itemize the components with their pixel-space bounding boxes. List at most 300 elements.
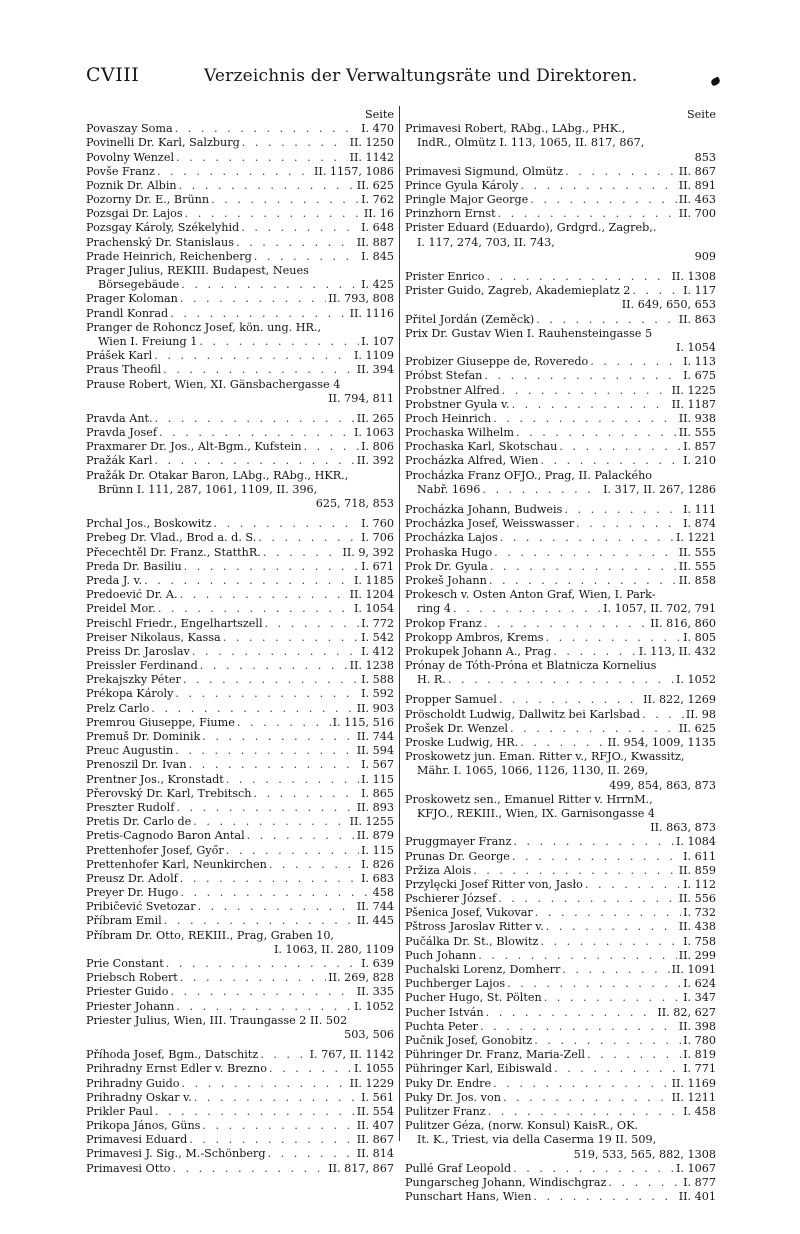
entry-name: Pozsgai Dr. Lajos [86,207,183,221]
entry-page-ref: II. 887 [356,235,394,249]
entry-page-ref: I. 347 [683,991,716,1005]
entry-name: Prochaska Wilhelm [405,426,514,440]
seite-label: Seite [365,108,394,121]
entry-page-ref: II. 555 [678,545,716,559]
entry-line [405,469,716,483]
leader-dots [180,971,326,985]
entry-page-ref: II. 1169 [671,1076,716,1090]
entry-name: Procházka Josef, Weisswasser [405,517,575,531]
leader-dots [516,426,677,440]
entry-name: Pravda Ant. [86,411,153,425]
index-entry [86,1148,394,1162]
entry-page-ref: II. 867 [356,1133,394,1147]
entry-line [405,935,716,949]
entry-page-ref: I. 624 [683,977,716,991]
page-header [86,64,726,94]
entry-line [86,815,394,829]
entry-name: Preidel Mor. [86,602,156,616]
leader-dots [237,716,331,730]
entry-page-ref: I. 412 [361,644,394,658]
entry-page-ref: II. 16 [363,207,394,221]
entry-page-ref: I. 317, II. 267, 1286 [603,482,716,496]
entry-line [86,1133,394,1147]
entry-page-ref: II. 1308 [671,270,716,284]
index-entry [86,236,394,250]
leader-dots [226,844,359,858]
leader-dots [520,736,605,750]
index-entry [405,207,716,221]
index-entry [405,469,716,497]
entry-line [405,631,716,645]
index-entry [405,722,716,736]
entry-line [405,455,716,469]
entry-page-ref: I. 1221 [675,531,716,545]
entry-page-ref: I. 1054 [675,341,716,354]
index-entry [405,694,716,708]
entry-name: Pühringer Dr. Franz, Maria-Zell [405,1048,585,1062]
leader-dots [513,1162,674,1176]
entry-continuation-text: Mähr. I. 1065, 1066, 1126, 1130, II. 269, [417,764,649,778]
entry-page-ref: I. 767, II. 1142 [309,1048,394,1062]
entry-line [86,588,394,602]
entry-line [405,270,716,284]
entry-line [86,985,394,999]
entry-line [405,1034,716,1048]
entry-page-ref: II. 744 [356,900,394,914]
entry-page-ref: I. 762 [361,193,394,207]
entry-line [86,426,394,440]
entry-page-ref: II. 98 [685,707,716,721]
leader-dots [487,270,670,284]
entry-page-ref: II. 555 [678,559,716,573]
entry-line [86,858,394,872]
leader-dots [473,864,677,878]
leader-dots [535,906,681,920]
entry-page-ref: I. 592 [361,687,394,701]
entry-name: Primavesi Otto [86,1161,171,1175]
index-entry [86,929,394,957]
index-entry [86,1105,394,1119]
entry-page-ref: II. 700 [678,207,716,221]
leader-dots [478,949,676,963]
entry-page-ref: II. 394 [356,363,394,377]
seite-label: Seite [687,108,716,121]
entry-name: Puchberger Lajos [405,977,506,991]
entry-name: Praxmarer Dr. Jos., Alt-Bgm., Kufstein [86,440,302,454]
index-entry [405,455,716,469]
entry-line [86,631,394,645]
entry-name: Primavesi Robert, RAbg., LAbg., PHK., [405,122,626,136]
entry-line [86,1048,394,1062]
entry-page-ref: II. 594 [356,744,394,758]
index-entry [405,850,716,864]
entry-line [86,1119,394,1133]
entry-name: Probstner Alfred [405,383,500,397]
leader-dots [265,617,360,631]
entry-page-ref: II. 879 [356,829,394,843]
leader-dots [536,313,676,327]
entry-line [86,292,394,306]
entry-name: Prade Heinrich, Reichenberg [86,249,252,263]
entry-page-ref: I. 877 [683,1175,716,1189]
entry-line [86,645,394,659]
entry-name: Priebsch Robert [86,971,178,985]
leader-dots [226,773,359,787]
entry-line [86,546,394,560]
entry-name: Preszter Rudolf [86,800,175,814]
index-entry [86,773,394,787]
entry-page-ref: I. 648 [361,221,394,235]
entry-page-ref: II. 816, 860 [650,616,716,630]
entry-name: Prenoszil Dr. Ivan [86,758,187,772]
entry-page-ref: II. 1187 [671,397,716,411]
entry-page-ref: I. 113, II. 432 [638,644,716,658]
entry-line [86,363,394,377]
entry-page-ref: II. 1204 [349,588,394,602]
entry-name: Prister Eduard (Eduardo), Grdgrd., Zagreb,. [405,221,657,235]
entry-line [405,617,716,631]
leader-dots [189,758,360,772]
entry-line [86,560,394,574]
index-entry [405,440,716,454]
entry-name: Preyer Dr. Hugo [86,886,179,900]
entry-page-ref: II. 625 [356,178,394,192]
index-entry [86,702,394,716]
index-entry [405,193,716,207]
entry-line [86,122,394,136]
entry-page-ref: I. 639 [361,957,394,971]
entry-continuation [86,335,394,349]
index-entry [86,588,394,602]
index-entry [405,991,716,1005]
index-entry [405,1062,716,1076]
entry-line [86,1000,394,1014]
entry-page-ref: I. 1057, II. 702, 791 [603,602,716,616]
leader-dots [154,454,354,468]
leader-dots [176,1000,352,1014]
entry-name: Pringle Major George [405,193,529,207]
entry-name: Pulitzer Géza, (norw. Konsul) KaisR., OK. [405,1119,639,1133]
leader-dots [175,122,359,136]
entry-line [86,207,394,221]
entry-line [405,892,716,906]
entry-line [405,835,716,849]
entry-line [405,878,716,892]
leader-dots [170,985,354,999]
entry-continuation-text: H. R. [417,673,446,687]
leader-dots [175,744,354,758]
entry-page-ref: I. 210 [683,454,716,468]
index-entry [86,1062,394,1076]
leader-dots [512,850,681,864]
entry-name: Primavesi Eduard [86,1133,188,1147]
leader-dots [164,914,355,928]
entry-name: Proch Heinrich [405,411,492,425]
entry-page-ref: I. 1185 [353,573,394,587]
index-entry [86,1000,394,1014]
leader-dots [502,384,670,398]
leader-dots [192,645,359,659]
entry-name: Przylęcki Josef Ritter von, Jasło [405,877,583,891]
index-entry [405,1105,716,1119]
leader-dots [499,693,641,707]
entry-name: Pražák Dr. Otakar Baron, LAbg., RAbg., HKR., [86,468,349,482]
index-entry [86,1091,394,1105]
entry-line [86,688,394,702]
entry-page-ref: II. 1255 [349,815,394,829]
entry-page-ref: 499, 854, 863, 873 [609,778,716,792]
index-entry [86,531,394,545]
index-entry [405,412,716,426]
entry-name: Próbst Stefan [405,369,483,383]
entry-continuation-text: ring 4 [417,602,451,616]
entry-line [86,517,394,531]
entry-name: Probizer Giuseppe de, Roveredo [405,355,589,369]
entry-continuation [405,483,716,497]
leader-dots [179,179,355,193]
entry-line [405,736,716,750]
index-entry [405,1176,716,1190]
leader-dots [193,815,347,829]
entry-continuation [86,483,394,497]
entry-page-ref: I. 760 [361,517,394,531]
index-entry [86,688,394,702]
entry-page-ref: I. 758 [683,934,716,948]
index-entry [405,313,716,327]
index-entry [405,222,716,265]
entry-page-ref: II. 554 [356,1104,394,1118]
index-entry [86,250,394,264]
entry-page-ref: I. 111 [683,503,716,517]
entry-line [405,179,716,193]
entry-page-ref: II. 9, 392 [342,545,394,559]
entry-page-ref: II. 335 [356,985,394,999]
entry-page-ref: II. 299 [678,948,716,962]
index-entry [86,645,394,659]
leader-dots [590,355,681,369]
entry-name: Pretis-Cagnodo Baron Antal [86,829,245,843]
entry-page-ref: I. 805 [683,630,716,644]
index-entry [86,151,394,165]
entry-name: Pučnik Josef, Gonobitz [405,1033,533,1047]
entry-page-ref: I. 115 [361,843,394,857]
index-entry [86,886,394,900]
leader-dots [182,1077,348,1091]
entry-page-ref: II. 398 [678,1019,716,1033]
leader-dots [553,645,636,659]
entry-name: Prix Dr. Gustav Wien I. Rauhensteingasse 5 [405,326,653,340]
entry-line [405,574,716,588]
entry-page-ref: I. 117 [683,284,716,298]
entry-page-ref: II. 1229 [349,1076,394,1090]
entry-line [405,284,716,298]
entry-page-ref: I. 1063, II. 280, 1109 [273,942,394,956]
leader-dots [576,517,681,531]
entry-name: Prikler Paul [86,1104,153,1118]
entry-line [405,517,716,531]
entry-line [86,1105,394,1119]
entry-line [86,531,394,545]
entry-name: Preischl Friedr., Engelhartszell [86,616,263,630]
entry-line [405,313,716,327]
entry-page-ref: I. 683 [361,871,394,885]
entry-name: Pranger de Rohoncz Josef, kön. ung. HR., [86,320,322,334]
entry-continuation-text: KFJO., REKIII., Wien, IX. Garnisongasse 4 [417,807,656,820]
leader-dots [448,673,674,687]
leader-dots [562,963,669,977]
leader-dots [166,957,359,971]
entry-line [86,455,394,469]
entry-name: Propper Samuel [405,693,497,707]
entry-name: Prager Julius, REKIII. Budapest, Neues [86,264,309,278]
entry-continuation [405,136,716,150]
entry-name: Puchta Peter [405,1019,479,1033]
leader-dots [554,1062,681,1076]
entry-page-ref: I. 542 [361,630,394,644]
index-entry [405,588,716,616]
leader-dots [545,631,681,645]
leader-dots [170,307,347,321]
index-entry [405,1119,716,1162]
leader-dots [494,546,677,560]
entry-line [405,122,716,136]
entry-name: Povše Franz [86,164,155,178]
index-entry [405,708,716,722]
index-entry [405,1048,716,1062]
entry-name: Prohaska Hugo [405,545,493,559]
entry-name: Premuš Dr. Dominik [86,730,201,744]
index-entry [86,426,394,440]
entry-name: Preiss Dr. Jaroslav [86,644,190,658]
entry-name: Povinelli Dr. Karl, Salzburg [86,136,240,150]
index-entry [405,864,716,878]
index-entry [405,736,716,750]
entry-line [86,1091,394,1105]
entry-line [86,193,394,207]
entry-page-ref: I. 826 [361,857,394,871]
leader-dots [180,872,359,886]
entry-page-ref: II. 817, 867 [328,1161,394,1175]
index-entry [86,1077,394,1091]
entry-line [405,750,716,764]
index-entry [405,284,716,298]
entry-line [86,787,394,801]
index-entry [86,574,394,588]
index-entry [405,1006,716,1020]
index-entry [86,631,394,645]
leader-dots [304,440,360,454]
page-title: Verzeichnis der Verwaltungsräte und Direktoren. [204,66,638,86]
entry-page-ref: II. 1157, 1086 [313,164,394,178]
entry-name: Proske Ludwig, HR. [405,736,519,750]
entry-name: Povolny Wenzel [86,150,175,164]
index-entry [405,122,716,165]
entry-name: Preuc Augustin [86,744,174,758]
entry-line [86,1148,394,1162]
entry-page-ref: I. 112 [683,877,716,891]
index-entry [86,440,394,454]
entry-line [405,977,716,991]
index-entry [405,426,716,440]
entry-line [405,850,716,864]
entry-page-ref: 458 [372,886,394,900]
entry-name: Preissler Ferdinand [86,659,198,673]
leader-dots [157,165,312,179]
leader-dots [198,900,355,914]
leader-dots [564,503,681,517]
leader-dots [268,1147,355,1161]
index-entry [405,835,716,849]
entry-line [86,730,394,744]
index-entry [86,455,394,469]
index-entry [86,292,394,306]
entry-line [405,694,716,708]
index-entry [86,122,394,136]
left-column [86,108,394,1176]
entry-line [86,165,394,179]
index-entry [405,398,716,412]
entry-page-ref: I. 874 [683,517,716,531]
column-divider [399,106,400,1141]
leader-dots [534,1034,681,1048]
entry-line [86,151,394,165]
entry-line [86,744,394,758]
entry-line [405,1162,716,1176]
leader-dots [503,1091,670,1105]
index-entry [86,1119,394,1133]
entry-page-ref: I. 588 [361,673,394,687]
entry-name: Predoević Dr. A. [86,588,178,602]
index-entry [405,935,716,949]
entry-page-ref: II. 438 [678,920,716,934]
entry-page-ref: I. 458 [683,1104,716,1118]
index-entry [405,1034,716,1048]
entry-name: Prchal Jos., Boskowitz [86,517,212,531]
entry-page-ref: I. 1067 [675,1161,716,1175]
leader-dots [493,1077,669,1091]
index-entry [405,921,716,935]
entry-name: Preda J. v. [86,573,143,587]
entry-name: Prihradny Ernst Edler v. Brezno [86,1062,267,1076]
index-entry [86,517,394,531]
entry-line [86,349,394,363]
entry-name: Prónay de Tóth-Próna et Blatnicza Kornelius [405,659,657,673]
entry-page-ref: II. 1116 [349,306,394,320]
index-entry [86,307,394,321]
entry-name: Přerovský Dr. Karl, Trebitsch [86,786,252,800]
leader-dots [144,574,352,588]
entry-line [405,412,716,426]
leader-dots [500,531,674,545]
entry-continuation [405,602,716,616]
entry-page-ref: II. 463 [678,193,716,207]
entry-name: Proskowetz jun. Eman. Ritter v., RFJO., Kwassitz, [405,750,685,764]
entry-page-ref: II. 265 [356,411,394,425]
index-entry [86,193,394,207]
entry-page-ref: II. 556 [678,892,716,906]
entry-page-ref: II. 938 [678,411,716,425]
entry-continuation [86,278,394,292]
index-entry [86,985,394,999]
entry-name: Pucher Hugo, St. Pölten [405,991,542,1005]
leader-dots [247,829,355,843]
entry-line [86,673,394,687]
leader-dots [183,673,359,687]
index-entry [405,793,716,836]
leader-dots [489,574,677,588]
entry-name: Pulitzer Franz [405,1104,486,1118]
entry-name: Povaszay Soma [86,122,173,136]
